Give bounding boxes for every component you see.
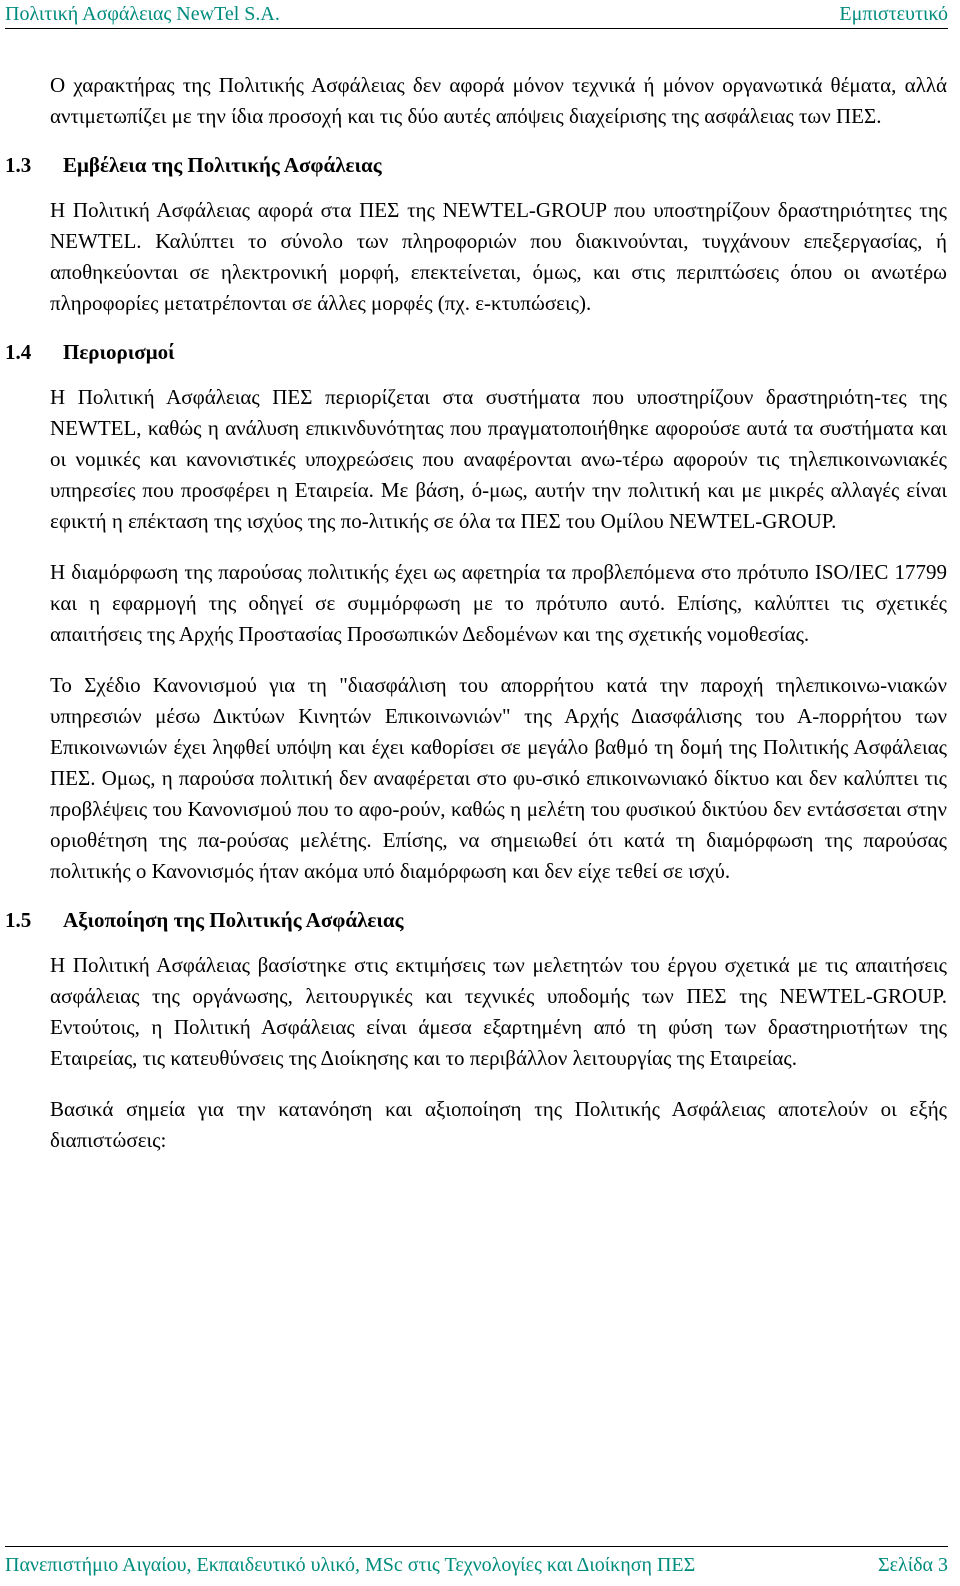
footer-page-number: Σελίδα 3 (877, 1553, 948, 1576)
footer-course-info: Πανεπιστήμιο Αιγαίου, Εκπαιδευτικό υλικό, MSc στις Τεχνολογίες και Διοίκηση ΠΕΣ (5, 1553, 696, 1576)
page-header (5, 0, 948, 29)
section-title: Περιορισμοί (63, 340, 175, 364)
section-title: Εμβέλεια της Πολιτικής Ασφάλειας (63, 153, 382, 177)
section-heading-1-4 (5, 337, 947, 368)
section-number: 1.4 (5, 340, 32, 364)
section-heading-1-3 (5, 150, 947, 181)
section-number: 1.3 (5, 153, 32, 177)
page-footer (5, 1546, 948, 1583)
section-1-5-paragraph-1: Η Πολιτική Ασφάλειας βασίστηκε στις εκτιμήσεις των μελετητών του έργου σχετικά με τις απαιτήσεις ασφάλειας της οργάνωσης, λειτουργικές και τεχνικές υποδομής των ΠΕΣ της NEWTEL-GROUP. Εντούτοις, η Πολιτική Ασφάλειας είναι άμεσα εξαρτημένη από τη φύση των δραστηριοτήτων της Εταιρείας, τις κατευθύνσεις της Διοίκησης και το περιβάλλον λειτουργίας της Εταιρείας. (50, 953, 947, 1070)
section-1-3-paragraph-1: Η Πολιτική Ασφάλειας αφορά στα ΠΕΣ της NEWTEL-GROUP που υποστηρίζουν δραστηριότητες της NEWTEL. Καλύπτει το σύνολο των πληροφοριών που διακινούνται, τυγχάνουν επεξεργασίας, ή αποθηκεύονται σε ηλεκτρονική μορφή, επεκτείνεται, όμως, και στις περιπτώσεις όπου οι ανωτέρω πληροφορίες μετατρέπονται σε άλλες μορφές (πχ. ε-κτυπώσεις). (50, 198, 947, 315)
section-number: 1.5 (5, 908, 32, 932)
section-1-4-paragraph-1: Η Πολιτική Ασφάλειας ΠΕΣ περιορίζεται στα συστήματα που υποστηρίζουν δραστηριότη-τες της NEWTEL, καθώς η ανάλυση επικινδυνότητας που πραγματοποιήθηκε αφορούσε αυτά τα συστήματα και οι νομικές και κανονιστικές υποχρεώσεις που αναφέρονται ανω-τέρω αφορούν τις τηλεπικοινωνιακές υπηρεσίες που προσφέρει η Εταιρεία. Με βάση, ό-μως, αυτήν την πολιτική και με μικρές αλλαγές είναι εφικτή η επέκταση της ισχύος της πο-λιτικής σε όλα τα ΠΕΣ του Ομίλου NEWTEL-GROUP. (50, 385, 947, 533)
section-1-4-paragraph-3: Το Σχέδιο Κανονισμού για τη "διασφάλιση του απορρήτου κατά την παροχή τηλεπικοινω-νιακών υπηρεσιών μέσω Δικτύων Κινητών Επικοινωνιών" της Αρχής Διασφάλισης του Α-πορρήτου των Επικοινωνιών έχει ληφθεί υπόψη και έχει καθορίσει σε μεγάλο βαθμό τη δομή της Πολιτικής Ασφάλειας ΠΕΣ. Ομως, η παρούσα πολιτική δεν αναφέρεται στο φυ-σικό επικοινωνιακό δίκτυο και δεν καλύπτει τις προβλέψεις του Κανονισμού που το αφο-ρούν, καθώς η μελέτη του φυσικού δικτύου δεν εντάσσεται στην οριοθέτηση της πα-ρούσας μελέτης. Επίσης, να σημειωθεί ότι κατά τη διαμόρφωση της παρούσας πολιτικής ο Κανονισμός ήταν ακόμα υπό διαμόρφωση και δεν είχε τεθεί σε ισχύ. (50, 673, 947, 883)
intro-paragraph: Ο χαρακτήρας της Πολιτικής Ασφάλειας δεν αφορά μόνον τεχνικά ή μόνον οργανωτικά θέματα, αλλά αντιμετωπίζει με την ίδια προσοχή και τις δύο αυτές απόψεις διαχείρισης της ασφάλειας των ΠΕΣ. (50, 73, 947, 128)
section-1-5-paragraph-2: Βασικά σημεία για την κατανόηση και αξιοποίηση της Πολιτικής Ασφάλειας αποτελούν οι εξής διαπιστώσεις: (50, 1097, 947, 1152)
header-classification: Εμπιστευτικό (839, 2, 948, 25)
section-title: Αξιοποίηση της Πολιτικής Ασφάλειας (63, 908, 404, 932)
page-body (5, 70, 947, 1156)
section-1-4-paragraph-2: Η διαμόρφωση της παρούσας πολιτικής έχει ως αφετηρία τα προβλεπόμενα στο πρότυπο ISO/IEC 17799 και η εφαρμογή της οδηγεί σε συμμόρφωση με το πρότυπο αυτό. Επίσης, καλύπτει τις σχετικές απαιτήσεις της Αρχής Προστασίας Προσωπικών Δεδομένων και της σχετικής νομοθεσίας. (50, 560, 947, 646)
header-document-title: Πολιτική Ασφάλειας NewTel S.A. (5, 2, 280, 25)
section-heading-1-5 (5, 905, 947, 936)
